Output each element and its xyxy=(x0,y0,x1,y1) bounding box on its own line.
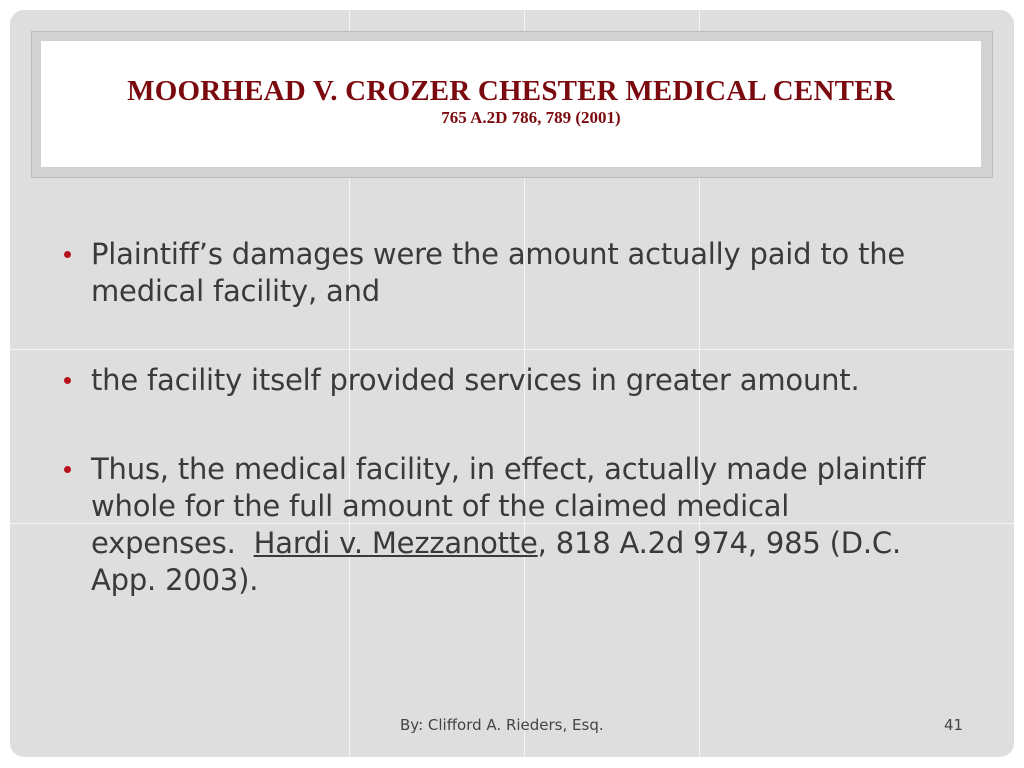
bullet-text: , 818 A.2d 974, 985 (D.C. App. 2003). xyxy=(91,526,901,597)
bullet-item xyxy=(58,236,938,310)
bullet-dot-icon xyxy=(64,466,71,473)
bullet-item xyxy=(58,451,938,599)
title-frame xyxy=(31,31,993,178)
bullet-text: the facility itself provided services in greater amount. xyxy=(91,363,860,397)
slide-title: MOORHEAD V. CROZER CHESTER MEDICAL CENTER xyxy=(127,75,895,107)
bullet-dot-icon xyxy=(64,377,71,384)
case-citation-link[interactable]: Hardi v. Mezzanotte xyxy=(253,526,538,560)
bullet-item xyxy=(58,362,938,399)
footer-author: By: Clifford A. Rieders, Esq. xyxy=(400,716,604,734)
bullet-dot-icon xyxy=(64,251,71,258)
bullet-list xyxy=(58,236,938,599)
page-number: 41 xyxy=(944,716,964,734)
bullet-text: Thus, the medical facility, in effect, actually made plaintiff whole for the full amount of the claimed medical expenses. xyxy=(91,452,926,560)
bullet-text: Plaintiff’s damages were the amount actually paid to the medical facility, and xyxy=(91,237,906,308)
title-box xyxy=(41,41,981,167)
slide-subtitle: 765 A.2D 786, 789 (2001) xyxy=(441,108,621,127)
